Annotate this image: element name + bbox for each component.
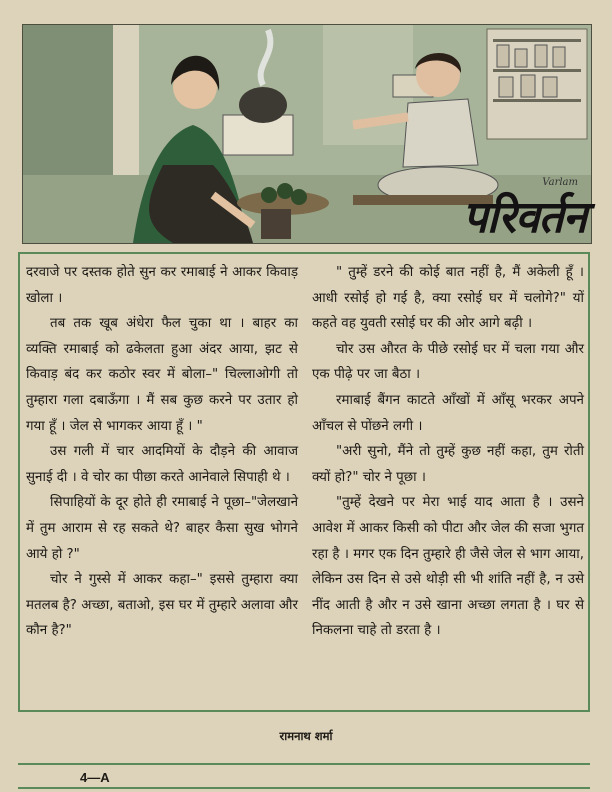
- right-column: [312, 260, 584, 644]
- paragraph: "तुम्हें देखने पर मेरा भाई याद आता है । उसने आवेश में आकर किसी को पीटा और जेल की सजा भुगत रहा है । मगर एक दिन तुम्हारे ही जैसे जेल से भाग आया, लेकिन उस दिन से उसे थोड़ी सी भी शांति नहीं है, न उसे नींद आती है और न उसे खाना अच्छा लगता है । घर से निकलना चाहे तो डरता है ।: [312, 495, 584, 639]
- paragraph: तब तक खूब अंधेरा फैल चुका था । बाहर का व्यक्ति रमाबाई को ढकेलता हुआ अंदर आया, झट से किवाड़ बंद कर कठोर स्वर में बोला–" चिल्लाओगी तो तुम्हारा गला दबाऊँगा । मैं सब कुछ करने पर उतार हो गया हूँ । जेल से भागकर आया हूँ । ": [26, 316, 298, 434]
- paragraph: रमाबाई बैंगन काटते आँखों में आँसू भरकर अपने आँचल से पोंछने लगी ।: [312, 392, 584, 434]
- story-box: [18, 252, 590, 712]
- paragraph: "अरी सुनो, मैंने तो तुम्हें कुछ नहीं कहा, तुम रोती क्यों हो?" चोर ने पूछा ।: [312, 444, 584, 485]
- paragraph: सिपाहियों के दूर होते ही रमाबाई ने पूछा–"जेलखाने में तुम आराम से रह सकते थे? बाहर कैसा सुख भोगने आये हो ?": [26, 495, 298, 562]
- artist-signature: Varlam: [542, 177, 578, 188]
- paragraph: दरवाजे पर दस्तक होते सुन कर रमाबाई ने आकर किवाड़ खोला ।: [26, 265, 298, 306]
- paragraph: चोर उस औरत के पीछे रसोई घर में चला गया और एक पीढ़े पर जा बैठा ।: [312, 341, 584, 383]
- story-title: परिवर्तन: [462, 192, 586, 243]
- page-number: 4—A: [80, 770, 110, 785]
- left-column: [26, 260, 298, 644]
- paragraph: उस गली में चार आदमियों के दौड़ने की आवाज सुनाई दी । वे चोर का पीछा करते आनेवाले सिपाही थे ।: [26, 444, 298, 485]
- paragraph: चोर ने गुस्से में आकर कहा–" इससे तुम्हारा क्या मतलब है? अच्छा, बताओ, इस घर में तुम्हारे अलावा और कौन है?": [26, 572, 298, 639]
- author-name: रामनाथ शर्मा: [279, 729, 333, 743]
- paragraph: " तुम्हें डरने की कोई बात नहीं है, मैं अकेली हूँ । आधी रसोई हो गई है, क्या रसोई घर में चलोगे?" यों कहते वह युवती रसोई घर की ओर आगे बढ़ी ।: [312, 265, 584, 332]
- divider: [18, 787, 590, 789]
- divider: [18, 763, 590, 765]
